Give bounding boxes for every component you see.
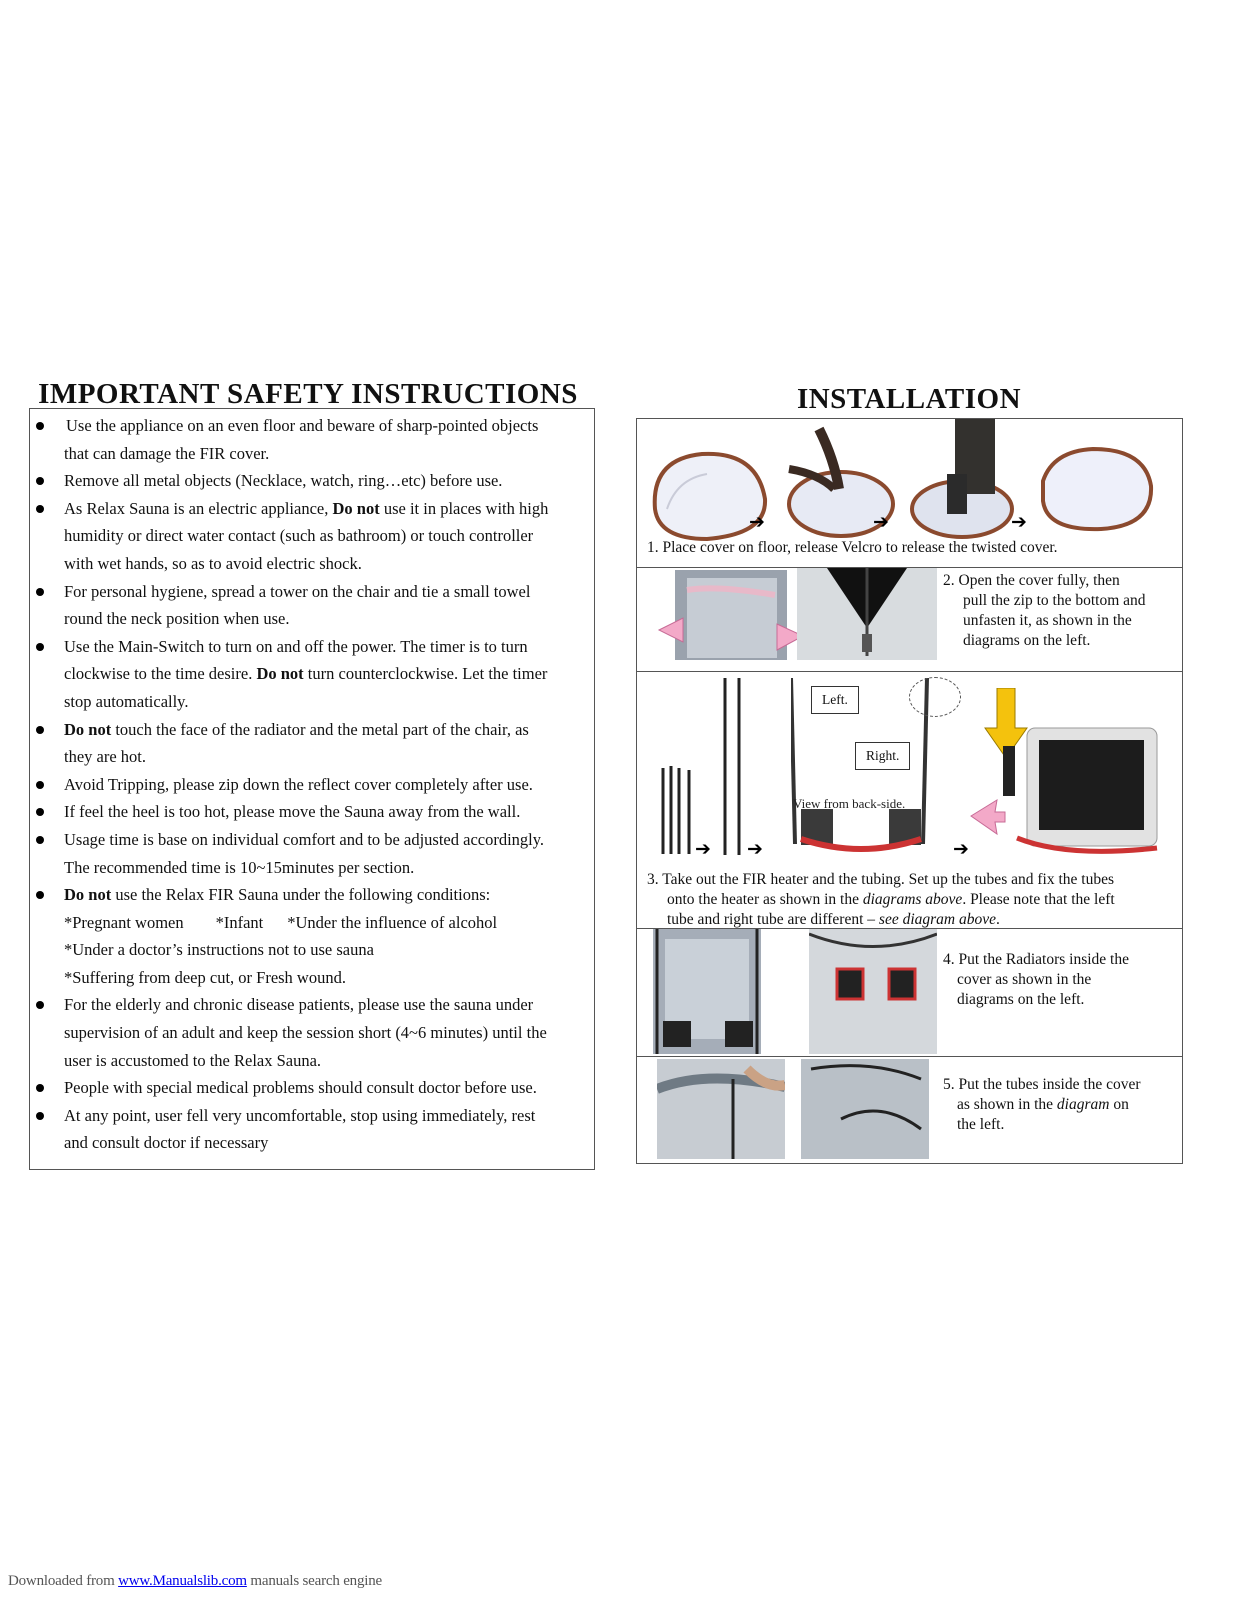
arrow-right-icon: ➔ xyxy=(695,838,711,860)
bullet-icon xyxy=(36,477,44,485)
cover-flat-photo xyxy=(1033,441,1159,541)
fir-heater-photo xyxy=(967,688,1163,858)
arrow-right-icon: ➔ xyxy=(953,838,969,860)
arrow-right-icon: ➔ xyxy=(749,511,765,533)
bullet-icon xyxy=(36,808,44,816)
step-3-text: 3. Take out the FIR heater and the tubing. Set up the tubes and fix the tubes onto the heater as shown in the diagrams above. Please note that the left tube and right tube are different – see diagram above. xyxy=(647,871,1115,928)
radiators-closeup-photo xyxy=(809,929,937,1054)
bullet-icon xyxy=(36,1084,44,1092)
bullet-icon xyxy=(36,1001,44,1009)
arrow-right-icon: ➔ xyxy=(873,511,889,533)
tube-tip-highlight xyxy=(909,677,961,717)
bullet-icon xyxy=(36,891,44,899)
install-step-1 xyxy=(637,419,1182,568)
installation-title: INSTALLATION xyxy=(796,383,1022,415)
safety-list xyxy=(30,409,594,1157)
bullet-icon xyxy=(36,588,44,596)
safety-item: As Relax Sauna is an electric appliance, Do not use it in places with high humidity or direct water contact (such as bathroom) or touch controller with wet hands, so as to avoid electric shock. xyxy=(30,495,594,578)
tubes-assembled-photo xyxy=(717,674,749,857)
manualslib-link[interactable]: www.Manualslib.com xyxy=(118,1573,247,1589)
install-step-4 xyxy=(637,929,1182,1057)
installation-box xyxy=(636,418,1183,1164)
tubes-fitted-photo xyxy=(801,1059,929,1159)
step-5-text: 5. Put the tubes inside the cover as shown in the diagram on the left. xyxy=(943,1076,1141,1133)
step-4-text: 4. Put the Radiators inside the cover as shown in the diagrams on the left. xyxy=(943,951,1129,1008)
safety-item: Remove all metal objects (Necklace, watch, ring…etc) before use. xyxy=(30,467,594,495)
safety-title: IMPORTANT SAFETY INSTRUCTIONS xyxy=(38,378,578,410)
bullet-icon xyxy=(36,836,44,844)
zip-photo xyxy=(797,568,937,660)
tubes-inside-photo xyxy=(657,1059,785,1159)
arrow-right-icon: ➔ xyxy=(747,838,763,860)
install-step-2 xyxy=(637,568,1182,672)
safety-item: If feel the heel is too hot, please move the Sauna away from the wall. xyxy=(30,798,594,826)
tubes-parts-photo xyxy=(657,762,697,857)
arrow-right-icon: ➔ xyxy=(1011,511,1027,533)
bullet-icon xyxy=(36,1112,44,1120)
safety-item: Do not touch the face of the radiator and the metal part of the chair, as they are hot. xyxy=(30,716,594,771)
footer: Downloaded from www.Manualslib.com manuals search engine xyxy=(8,1573,382,1589)
left-tube-callout: Left. xyxy=(811,686,859,714)
safety-item: Use the Main-Switch to turn on and off the power. The timer is to turn clockwise to the time desire. Do not turn counterclockwise. Let the timer stop automatically. xyxy=(30,633,594,716)
bullet-icon xyxy=(36,781,44,789)
unfold-cover-photo xyxy=(907,419,1025,544)
safety-item: At any point, user fell very uncomfortable, stop using immediately, rest and consult doctor if necessary xyxy=(30,1102,594,1157)
safety-item: Usage time is base on individual comfort and to be adjusted accordingly. The recommended time is 10~15minutes per section. xyxy=(30,826,594,881)
safety-item: Avoid Tripping, please zip down the reflect cover completely after use. xyxy=(30,771,594,799)
bullet-icon xyxy=(36,422,44,430)
open-cover-photo xyxy=(657,570,805,660)
bullet-icon xyxy=(36,643,44,651)
safety-item: Do not use the Relax FIR Sauna under the following conditions: *Pregnant women *Infant *Under the influence of alcohol *Under a doctor’s instructions not to use sauna *Suffering from deep cut, or Fresh wound. xyxy=(30,881,594,991)
conditions-row: *Pregnant women *Infant *Under the influence of alcohol xyxy=(64,912,498,932)
safety-instructions-box xyxy=(29,408,595,1170)
bullet-icon xyxy=(36,505,44,513)
step-1-text: 1. Place cover on floor, release Velcro to release the twisted cover. xyxy=(647,539,1058,556)
safety-item: People with special medical problems should consult doctor before use. xyxy=(30,1074,594,1102)
install-step-5 xyxy=(637,1057,1182,1165)
radiators-inside-photo xyxy=(647,929,767,1054)
safety-item: For the elderly and chronic disease patients, please use the sauna under supervision of an adult and keep the session short (4~6 minutes) until the user is accustomed to the Relax Sauna. xyxy=(30,991,594,1074)
safety-item: For personal hygiene, spread a tower on the chair and tie a small towel round the neck position when use. xyxy=(30,578,594,633)
safety-item: Use the appliance on an even floor and beware of sharp-pointed objects that can damage the FIR cover. xyxy=(30,412,594,467)
right-tube-callout: Right. xyxy=(855,742,910,770)
bullet-icon xyxy=(36,726,44,734)
back-side-caption: View from back-side. xyxy=(793,796,906,811)
step-2-text: 2. Open the cover fully, then pull the zip to the bottom and unfasten it, as shown in the diagrams on the left. xyxy=(943,572,1146,649)
install-step-3 xyxy=(637,672,1182,929)
